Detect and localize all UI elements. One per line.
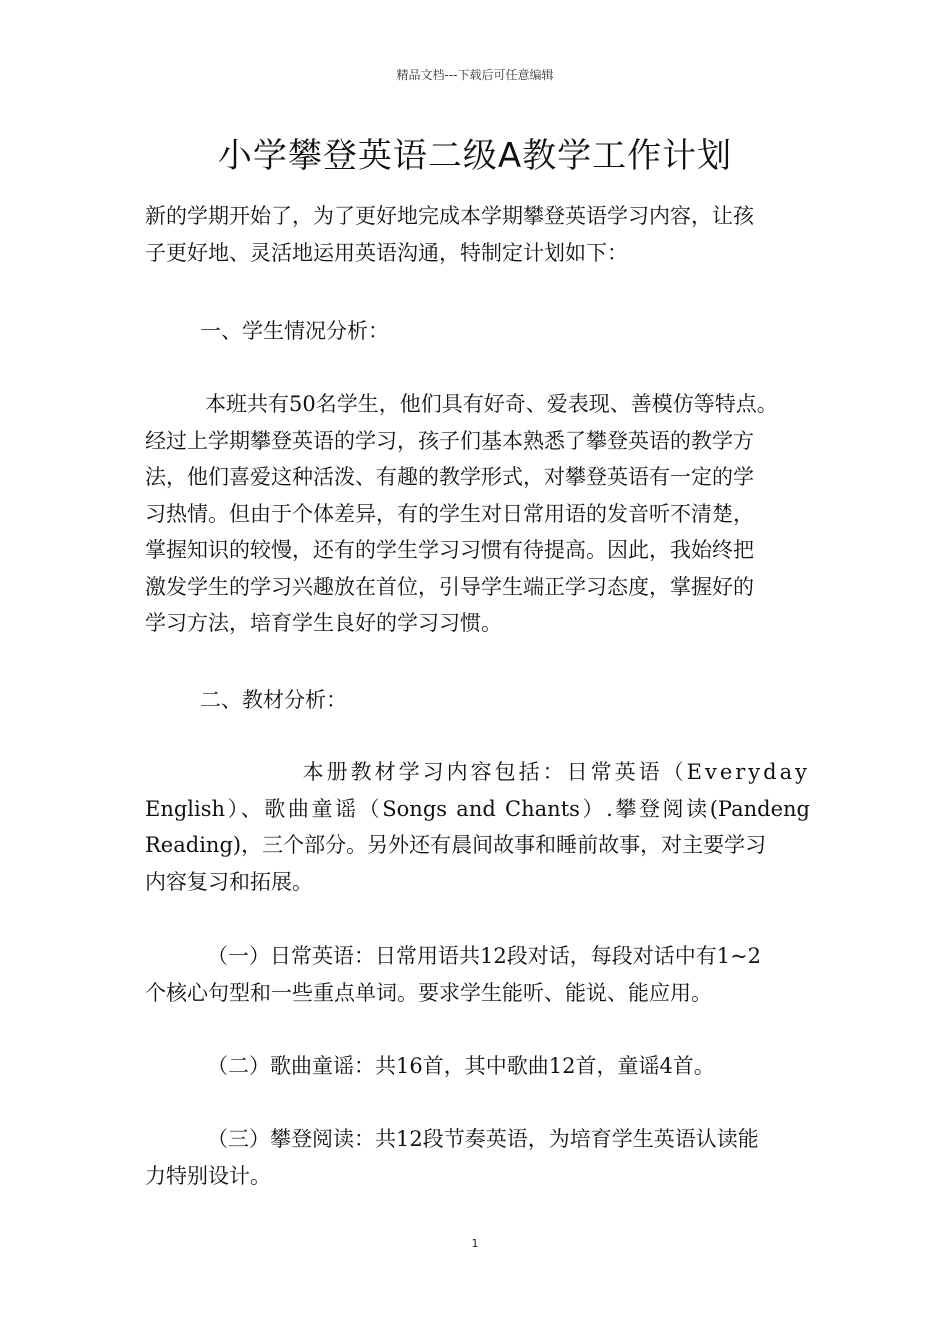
item1-paragraph [145, 938, 810, 1011]
section2-heading: 二、教材分析： [200, 688, 347, 712]
intro-paragraph [145, 198, 810, 271]
item3-line: 力特别设计。 [145, 1163, 271, 1188]
section2-line: 本册教材学习内容包括：日常英语（Everyday [302, 760, 810, 784]
intro-line: 新的学期开始了，为了更好地完成本学期攀登英语学习内容，让孩 [145, 204, 754, 228]
section2-line: 内容复习和拓展。 [145, 869, 313, 894]
section2-line: English）、歌曲童谣（Songs and Chants）.攀登阅读(Pandeng [145, 796, 810, 821]
section1-heading: 一、学生情况分析： [200, 319, 389, 343]
section2-line: Reading)，三个部分。另外还有晨间故事和睡前故事，对主要学习 [145, 833, 767, 857]
section1-line: 学习方法，培育学生良好的学习习惯。 [145, 611, 502, 635]
page-header: 精品文档---下载后可任意编辑 [396, 68, 554, 82]
page-number: 1 [471, 1237, 479, 1250]
item2-paragraph: （二）歌曲童谣：共16首，其中歌曲12首，童谣4首。 [207, 1054, 715, 1078]
item3-paragraph [145, 1121, 810, 1194]
section1-line: 经过上学期攀登英语的学习，孩子们基本熟悉了攀登英语的教学方 [145, 428, 754, 453]
document-title: 小学攀登英语二级A教学工作计划 [217, 136, 733, 176]
intro-line: 子更好地、灵活地运用英语沟通，特制定计划如下： [145, 240, 628, 265]
section1-paragraph [145, 386, 810, 642]
section1-line: 习热情。但由于个体差异，有的学生对日常用语的发音听不清楚， [145, 501, 754, 526]
item1-line: 个核心句型和一些重点单词。要求学生能听、能说、能应用。 [145, 980, 712, 1005]
section1-line: 掌握知识的较慢，还有的学生学习习惯有待提高。因此，我始终把 [145, 538, 754, 562]
section1-line: 法，他们喜爱这种活泼、有趣的教学形式，对攀登英语有一定的学 [145, 465, 754, 489]
section2-paragraph [145, 754, 810, 900]
item1-line: （一）日常英语：日常用语共12段对话，每段对话中有1~2 [207, 944, 762, 968]
section1-line: 激发学生的学习兴趣放在首位，引导学生端正学习态度，掌握好的 [145, 574, 754, 599]
item3-line: （三）攀登阅读：共12段节奏英语，为培育学生英语认读能 [207, 1127, 759, 1151]
section1-line: 本班共有50名学生，他们具有好奇、爱表现、善模仿等特点。 [205, 392, 778, 416]
